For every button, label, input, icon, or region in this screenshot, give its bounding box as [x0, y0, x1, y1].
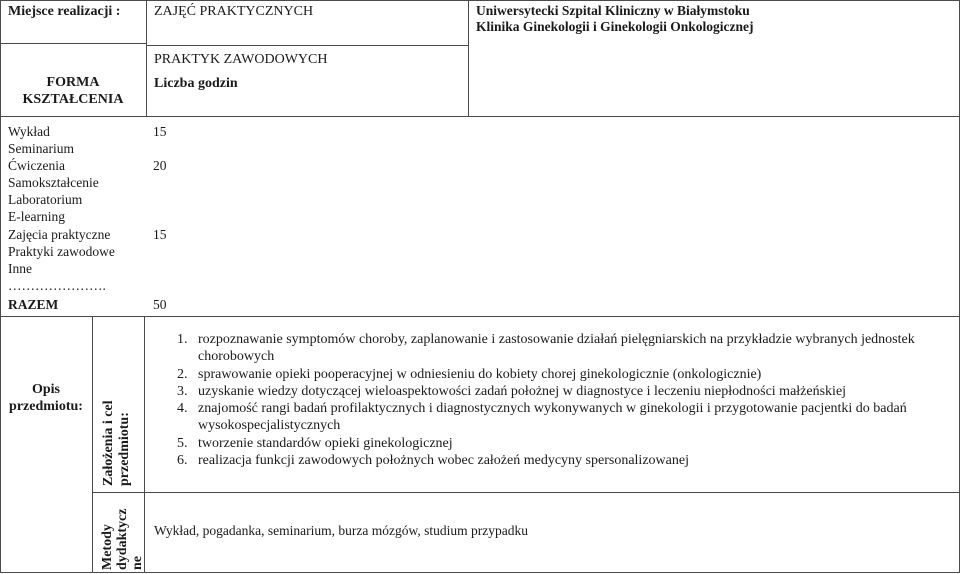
form-name: Ćwiczenia: [8, 158, 65, 174]
goal-text: sprawowanie opieki pooperacyjnej w odniesieniu do kobiety chorej ginekologicznie (onkologicznie): [198, 366, 762, 382]
goal-number: 3.: [177, 383, 188, 399]
goal-text: tworzenie standardów opieki ginekologicznej: [198, 435, 453, 451]
list-item: [8, 277, 183, 294]
form-name: E-learning: [8, 209, 65, 225]
form-hours: [153, 174, 183, 191]
form-name: Seminarium: [8, 141, 74, 157]
forms-list: [8, 123, 183, 313]
goal-text: realizacja funkcji zawodowych położnych wobec założeń medycyny spersonalizowanej: [198, 453, 689, 469]
methods-label-line2: dydaktycz: [115, 508, 130, 570]
goals-list: [177, 331, 947, 469]
goal-number: 1.: [177, 332, 188, 347]
goal-number: 2.: [177, 366, 188, 382]
goal-number: 5.: [177, 435, 188, 451]
goals-label-line1: Założenia i cel: [101, 400, 116, 486]
list-item: [8, 243, 183, 260]
methods-text: Wykład, pogadanka, seminarium, burza mózgów, studium przypadku: [154, 523, 528, 538]
list-item: [177, 383, 947, 400]
goal-text: rozpoznawanie symptomów choroby, zaplanowanie i zastosowanie działań pielęgniarskich na przykładzie wybranych jednostek chorobowych: [198, 332, 915, 365]
form-hours: 20: [153, 158, 167, 174]
list-item: [8, 123, 183, 140]
border-top: [0, 0, 960, 1]
form-hours: [153, 191, 183, 208]
form-name: Praktyki zawodowe: [8, 243, 115, 259]
form-label-line1: FORMA: [46, 75, 100, 90]
list-item: [8, 157, 183, 174]
form-name: Zajęcia praktyczne: [8, 226, 111, 242]
list-item: [8, 208, 183, 225]
border-row3: [0, 116, 960, 117]
description-label: [0, 381, 92, 415]
list-item: [8, 260, 183, 277]
form-hours: [153, 140, 183, 157]
form-hours: [153, 260, 183, 277]
form-name: Wykład: [8, 124, 50, 139]
border-row1: [0, 43, 146, 44]
form-name: Laboratorium: [8, 192, 83, 208]
border-col2: [468, 0, 469, 117]
list-item: [177, 400, 947, 435]
methods-label-line1: Metody: [100, 524, 115, 570]
methods-label: [100, 509, 145, 570]
practice-label: PRAKTYK ZAWODOWYCH: [154, 52, 328, 67]
list-item: [8, 191, 183, 208]
form-hours: 15: [153, 226, 167, 242]
list-item: [177, 452, 947, 469]
list-item: [8, 174, 183, 191]
goal-number: 6.: [177, 453, 188, 469]
form-hours: [153, 208, 183, 225]
description-label-line1: Opis: [31, 382, 60, 397]
goals-label-line2: przedmiotu:: [117, 412, 132, 486]
border-col1: [146, 0, 147, 117]
goal-number: 4.: [177, 401, 188, 417]
hours-label: Liczba godzin: [154, 76, 238, 91]
form-name: ………………….: [8, 277, 106, 293]
description-label-line2: przedmiotu:: [9, 399, 83, 414]
goal-text: znajomość rangi badań profilaktycznych i diagnostycznych wykonywanych w ginekologii i przygotowanie pacjentki do badań wysokospecjalistycznych: [198, 401, 907, 434]
location-label: Miejsce realizacji :: [8, 4, 121, 19]
border-col-desc: [92, 316, 93, 573]
form-hours: [153, 277, 183, 294]
form-hours: [153, 243, 183, 260]
location-type: ZAJĘĆ PRAKTYCZNYCH: [154, 4, 314, 19]
border-row5: [92, 492, 960, 493]
form-name: Samokształcenie: [8, 175, 99, 191]
total-label: RAZEM: [8, 296, 59, 312]
list-item: [177, 435, 947, 452]
list-item: [177, 366, 947, 383]
form-name: Inne: [8, 260, 32, 276]
form-hours: 15: [153, 124, 167, 139]
list-item: [8, 226, 183, 243]
list-item: [8, 140, 183, 157]
form-label: [0, 74, 146, 108]
border-row2: [146, 45, 468, 46]
clinic-name: Klinika Ginekologii i Ginekologii Onkologicznej: [476, 19, 754, 34]
total-row: [8, 296, 183, 313]
list-item: [177, 331, 947, 366]
methods-label-line3: ne: [130, 556, 145, 570]
goal-text: uzyskanie wiedzy dotyczącej wieloaspektowości zadań położnej w diagnostyce i leczeniu niepłodności małżeńskiej: [198, 383, 847, 399]
total-hours: 50: [153, 296, 167, 312]
hospital-name: Uniwersytecki Szpital Kliniczny w Białymstoku: [476, 3, 750, 18]
form-label-line2: KSZTAŁCENIA: [22, 92, 124, 107]
goals-label: [101, 400, 133, 486]
